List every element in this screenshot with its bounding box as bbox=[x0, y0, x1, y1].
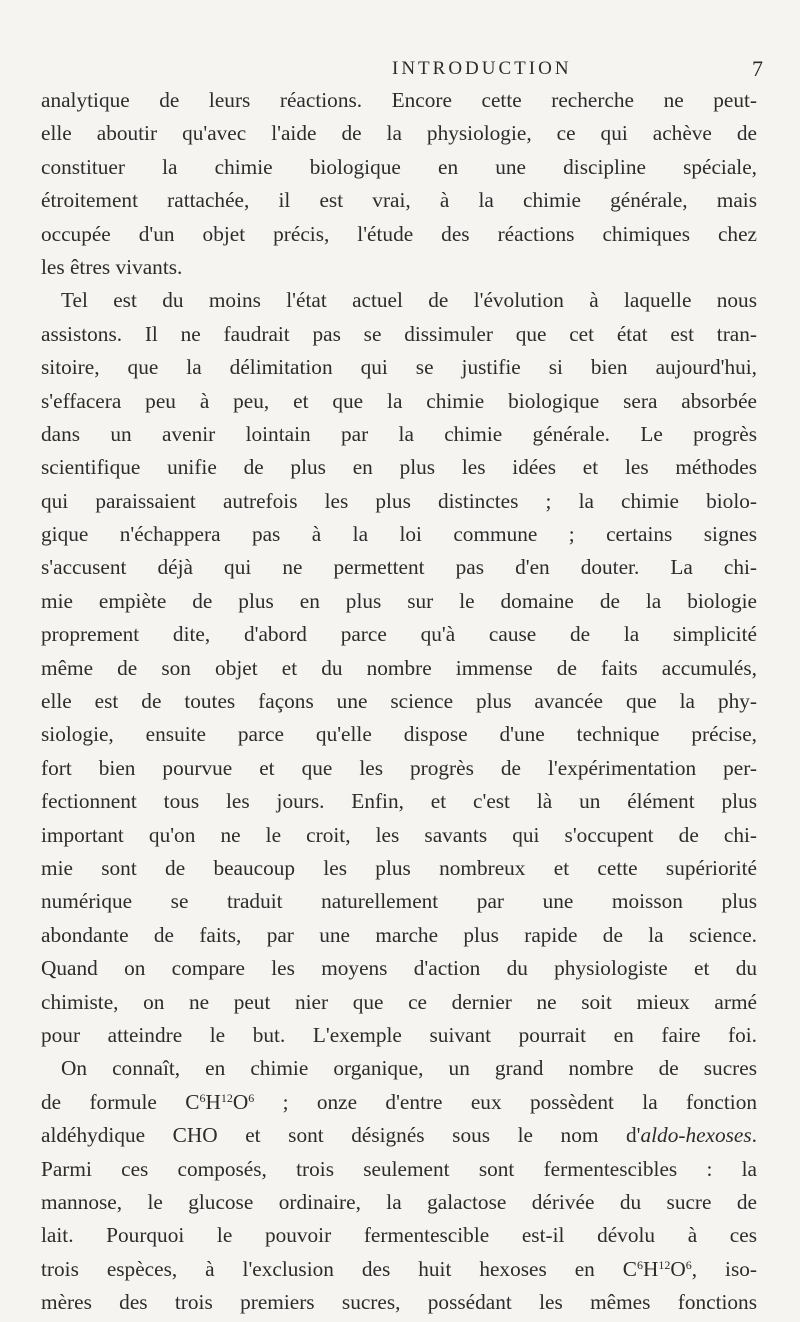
text-line: siologie, ensuite parce qu'elle dispose d'une technique précise, bbox=[41, 722, 757, 747]
paragraph-start-line: On connaît, en chimie organique, un grand nombre de sucres bbox=[61, 1056, 757, 1081]
superscript: 6 bbox=[636, 1257, 643, 1272]
text-line: étroitement rattachée, il est vrai, à la chimie générale, mais bbox=[41, 188, 757, 213]
superscript: 6 bbox=[685, 1257, 692, 1272]
text-line: gique n'échappera pas à la loi commune ; certains signes bbox=[41, 522, 757, 547]
text-run: ; onze d'entre eux possèdent la fonction bbox=[254, 1089, 757, 1114]
text-run: O bbox=[232, 1089, 249, 1114]
paragraph-start-line: Tel est du moins l'état actuel de l'évolution à laquelle nous bbox=[61, 288, 757, 313]
page-number: 7 bbox=[752, 56, 763, 81]
text-line: chimiste, on ne peut nier que ce dernier ne soit mieux armé bbox=[41, 989, 757, 1014]
text-line: pour atteindre le but. L'exemple suivant pourrait en faire foi. bbox=[41, 1022, 757, 1047]
text-line: Quand on compare les moyens d'action du physiologiste et du bbox=[41, 956, 757, 981]
text-line: qui paraissaient autrefois les plus distinctes ; la chimie biolo- bbox=[41, 488, 757, 513]
text-line: fort bien pourvue et que les progrès de l'expérimentation per- bbox=[41, 755, 757, 780]
text-line: s'effacera peu à peu, et que la chimie biologique sera absorbée bbox=[41, 388, 757, 413]
text-line: les êtres vivants. bbox=[41, 254, 183, 279]
text-run: , iso- bbox=[691, 1256, 757, 1281]
formula-line bbox=[41, 1086, 757, 1119]
superscript: 12 bbox=[658, 1257, 671, 1272]
text-line: fectionnent tous les jours. Enfin, et c'est là un élément plus bbox=[41, 789, 757, 814]
text-line: mie sont de beaucoup les plus nombreux et cette supériorité bbox=[41, 855, 757, 880]
text-line: mères des trois premiers sucres, possédant les mêmes fonctions bbox=[41, 1290, 757, 1315]
text-line: scientifique unifie de plus en plus les idées et les méthodes bbox=[41, 455, 757, 480]
text-line: constituer la chimie biologique en une discipline spéciale, bbox=[41, 154, 757, 179]
text-run: trois espèces, à l'exclusion des huit hexoses en C bbox=[41, 1256, 637, 1281]
body-text bbox=[41, 84, 757, 1319]
text-line: s'accusent déjà qui ne permettent pas d'en douter. La chi- bbox=[41, 555, 757, 580]
text-line bbox=[41, 1119, 757, 1152]
text-run: de formule C bbox=[41, 1089, 200, 1114]
text-line: occupée d'un objet précis, l'étude des réactions chimiques chez bbox=[41, 221, 757, 246]
text-line: sitoire, que la délimitation qui se justifie si bien aujourd'hui, bbox=[41, 355, 757, 380]
text-run: . bbox=[751, 1123, 757, 1148]
text-line: important qu'on ne le croit, les savants qui s'occupent de chi- bbox=[41, 822, 757, 847]
text-line: analytique de leurs réactions. Encore cette recherche ne peut- bbox=[41, 88, 757, 112]
superscript: 6 bbox=[248, 1090, 255, 1105]
text-run: H bbox=[205, 1089, 221, 1114]
text-run: H bbox=[642, 1256, 659, 1281]
text-run: O bbox=[670, 1256, 686, 1281]
text-line: Parmi ces composés, trois seulement sont fermentescibles : la bbox=[41, 1156, 757, 1181]
text-line: assistons. Il ne faudrait pas se dissimuler que cet état est tran- bbox=[41, 321, 757, 346]
text-line: numérique se traduit naturellement par une moisson plus bbox=[41, 889, 757, 914]
text-line: mie empiète de plus en plus sur le domaine de la biologie bbox=[41, 588, 757, 613]
text-run: aldéhydique CHO et sont désignés sous le nom d' bbox=[41, 1123, 641, 1148]
text-line: proprement dite, d'abord parce qu'à cause de la simplicité bbox=[41, 622, 757, 647]
running-title: INTRODUCTION bbox=[392, 58, 572, 79]
text-line: mannose, le glucose ordinaire, la galactose dérivée du sucre de bbox=[41, 1189, 757, 1214]
text-line: dans un avenir lointain par la chimie générale. Le progrès bbox=[41, 421, 757, 446]
text-line: abondante de faits, par une marche plus rapide de la science. bbox=[41, 922, 757, 947]
superscript: 12 bbox=[220, 1090, 233, 1105]
text-line: elle aboutir qu'avec l'aide de la physiologie, ce qui achève de bbox=[41, 121, 757, 146]
text-line: lait. Pourquoi le pouvoir fermentescible est-il dévolu à ces bbox=[41, 1223, 757, 1248]
italic-term: aldo-hexoses bbox=[640, 1123, 752, 1148]
formula-line bbox=[41, 1253, 757, 1286]
text-line: elle est de toutes façons une science plus avancée que la phy- bbox=[41, 689, 757, 714]
text-line: même de son objet et du nombre immense de faits accumulés, bbox=[41, 655, 757, 680]
superscript: 6 bbox=[199, 1090, 206, 1105]
